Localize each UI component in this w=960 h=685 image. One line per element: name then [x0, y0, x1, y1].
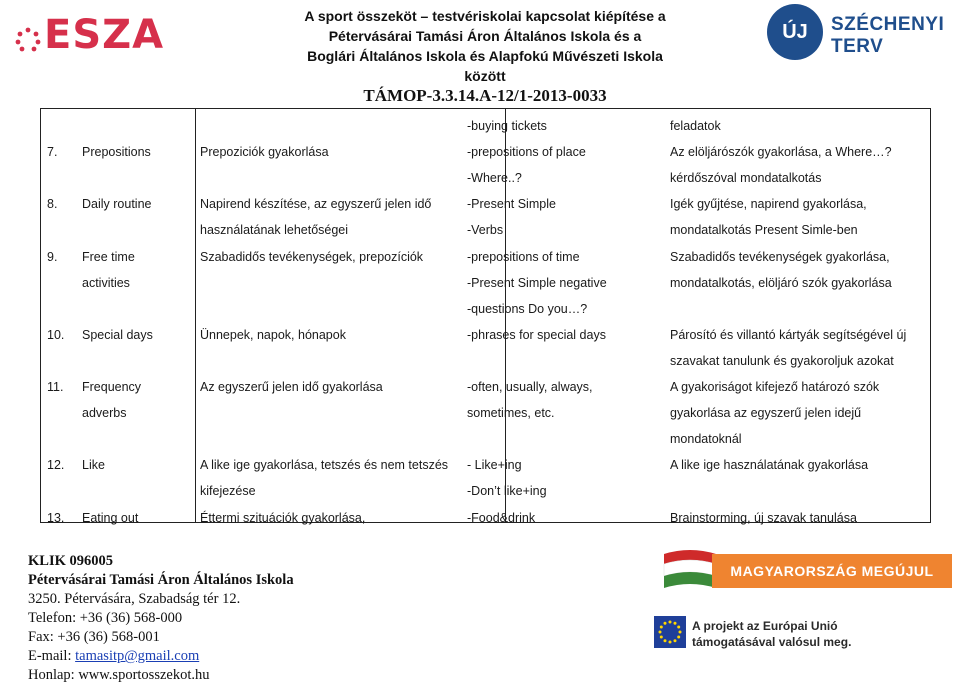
- table-row: [40, 452, 930, 478]
- klik-code: KLIK 096005: [28, 553, 113, 569]
- cell-num: 7.: [47, 145, 58, 160]
- cell-task: Igék gyűjtése, napirend gyakorlása,: [670, 197, 867, 212]
- cell-gram: -Verbs: [467, 223, 504, 238]
- table-row: [40, 296, 930, 322]
- cell-topic: Eating out: [82, 510, 139, 525]
- szechenyi-logo: [765, 2, 955, 62]
- cell-task: mondatalkotás, elöljáró szók gyakorlása: [670, 275, 892, 290]
- cell-topic: adverbs: [82, 406, 127, 421]
- cell-num: 12.: [47, 458, 65, 473]
- cell-task: szavakat tanulunk és gyakoroljuk azokat: [670, 353, 894, 368]
- eu-text: [692, 618, 851, 650]
- cell-task: mondatoknál: [670, 432, 742, 447]
- cell-num: 9.: [47, 249, 58, 264]
- header-title: [300, 6, 670, 106]
- szechenyi-mark: ÚJ: [767, 4, 823, 60]
- table-row: [40, 270, 930, 296]
- cell-gram: -prepositions of time: [467, 249, 580, 264]
- cell-topic: Prepositions: [82, 145, 151, 160]
- table-row: [40, 374, 930, 400]
- table-border: [40, 108, 930, 109]
- email-label: E-mail:: [28, 648, 76, 664]
- table-row: [40, 348, 930, 374]
- table-row: [40, 426, 930, 452]
- cell-num: 8.: [47, 197, 58, 212]
- school-fax: Fax: +36 (36) 568-001: [28, 629, 160, 645]
- table-row: [40, 217, 930, 243]
- cell-num: 10.: [47, 327, 65, 342]
- cell-gram: -phrases for special days: [467, 327, 606, 342]
- project-code: TÁMOP-3.3.14.A-12/1-2013-0033: [363, 86, 607, 105]
- esza-wordmark: ESZA: [44, 12, 165, 58]
- header-title-line-2: Pétervásárai Tamási Áron Általános Iskola és a: [328, 28, 642, 44]
- school-website: Honlap: www.sportosszekot.hu: [28, 667, 210, 683]
- cell-gram: -Present Simple negative: [467, 275, 607, 290]
- eu-text-line-1: A projekt az Európai Unió: [692, 619, 838, 633]
- cell-hu: használatának lehetőségei: [200, 223, 349, 238]
- table-row: [40, 244, 930, 270]
- cell-gram: sometimes, etc.: [467, 406, 555, 421]
- cell-task: kérdőszóval mondatalkotás: [670, 171, 822, 186]
- cell-gram: -Where..?: [467, 171, 522, 186]
- esza-dots-icon: [14, 26, 42, 54]
- cell-topic: Like: [82, 458, 105, 473]
- cell-hu: Az egyszerű jelen idő gyakorlása: [200, 380, 383, 394]
- school-phone: Telefon: +36 (36) 568-000: [28, 610, 183, 626]
- cell-task: gyakorlása az egyszerű jelen idejű: [670, 406, 862, 421]
- magyarorszag-megujul-logo: [660, 542, 958, 602]
- cell-hu: A like ige gyakorlása, tetszés és nem tetszés: [200, 458, 449, 473]
- cell-task: Brainstorming, új szavak tanulása: [670, 510, 857, 525]
- school-address: 3250. Pétervására, Szabadság tér 12.: [28, 591, 241, 607]
- cell-gram: -often, usually, always,: [467, 380, 593, 394]
- cell-task: A like ige használatának gyakorlása: [670, 458, 869, 473]
- eu-flag-icon: [654, 616, 686, 648]
- header-title-line-1: A sport összeköt – testvériskolai kapcsolat kiépítése a: [304, 8, 666, 24]
- school-name: Pétervásárai Tamási Áron Általános Iskola: [28, 572, 294, 588]
- cell-gram: -Don’t like+ing: [467, 484, 547, 499]
- cell-topic: Free time: [82, 249, 135, 264]
- cell-task: Szabadidős tevékenységek gyakorlása,: [670, 249, 890, 264]
- cell-topic: Daily routine: [82, 197, 152, 212]
- cell-gram: -Present Simple: [467, 197, 556, 212]
- header-title-line-3: Boglári Általános Iskola és Alapfokú Művészeti Iskola között: [307, 48, 663, 84]
- table-row: [40, 139, 930, 165]
- cell-task: Az elöljárószók gyakorlása, a Where…?: [670, 145, 892, 160]
- table-row: [40, 113, 930, 139]
- table-row: [40, 505, 930, 531]
- mm-banner: MAGYARORSZÁG MEGÚJUL: [712, 554, 952, 588]
- cell-num: 11.: [47, 380, 64, 394]
- cell-hu: Éttermi szituációk gyakorlása,: [200, 510, 366, 525]
- email-link[interactable]: tamasitp@gmail.com: [75, 648, 200, 664]
- cell-gram: - Like+ing: [467, 458, 522, 473]
- cell-task: feladatok: [670, 119, 721, 133]
- table-row: [40, 400, 930, 426]
- cell-gram: -buying tickets: [467, 119, 547, 133]
- table-column-border: [930, 108, 931, 523]
- cell-gram: -prepositions of place: [467, 145, 586, 160]
- school-email: [28, 647, 294, 666]
- cell-topic: Special days: [82, 327, 153, 342]
- cell-hu: kifejezése: [200, 484, 256, 499]
- cell-hu: Szabadidős tevékenységek, prepozíciók: [200, 249, 424, 264]
- cell-hu: Ünnepek, napok, hónapok: [200, 327, 346, 342]
- eu-text-line-2: támogatásával valósul meg.: [692, 635, 852, 649]
- cell-hu: Prepoziciók gyakorlása: [200, 145, 329, 160]
- eu-support-logo: [652, 606, 952, 676]
- cell-task: mondatalkotás Present Simle-ben: [670, 223, 858, 238]
- table-row: [40, 322, 930, 348]
- cell-gram: -Food&drink: [467, 510, 536, 525]
- cell-topic: activities: [82, 275, 130, 290]
- cell-gram: -questions Do you…?: [467, 301, 588, 316]
- cell-num: 13.: [47, 510, 65, 525]
- table-row: [40, 191, 930, 217]
- table-row: [40, 478, 930, 504]
- cell-hu: Napirend készítése, az egyszerű jelen idő: [200, 197, 432, 212]
- table-row: [40, 165, 930, 191]
- cell-topic: Frequency: [82, 380, 142, 394]
- szechenyi-wordmark: SZÉCHENYI TERV: [831, 14, 945, 57]
- esza-logo: [10, 8, 165, 64]
- footer-contact: [28, 552, 294, 685]
- hungarian-flag-icon: [660, 546, 720, 594]
- cell-task: Párosító és villantó kártyák segítségével új: [670, 327, 907, 342]
- cell-task: A gyakoriságot kifejező határozó szók: [670, 380, 880, 394]
